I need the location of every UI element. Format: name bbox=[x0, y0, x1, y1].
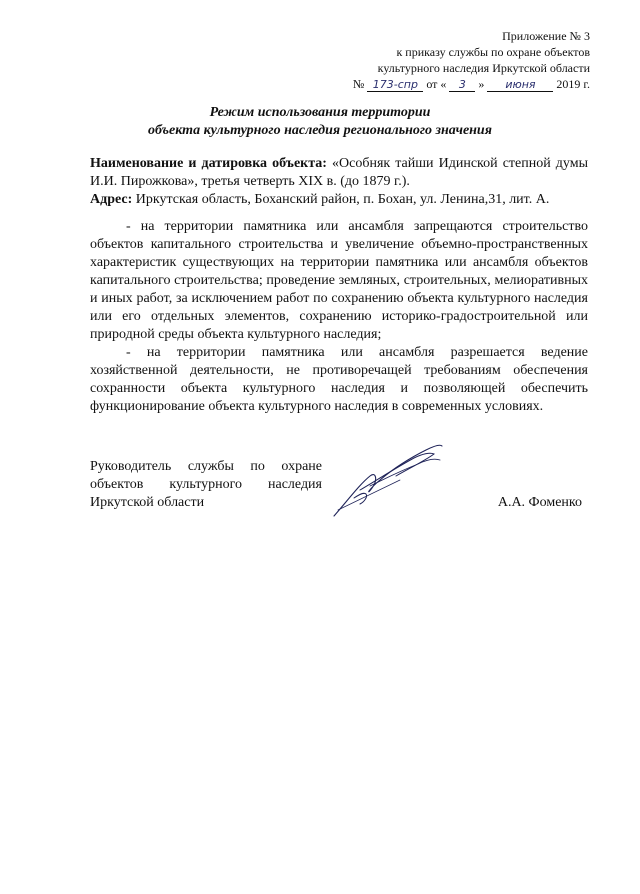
object-address-label: Адрес: bbox=[90, 192, 133, 207]
signatory-position bbox=[90, 458, 322, 512]
annex-order-reference: к приказу службы по охране объектов bbox=[396, 45, 590, 59]
document-title bbox=[0, 104, 640, 140]
rule-permitted: - на территории памятника или ансамбля разрешается ведение хозяйственной деятельности, не противоречащей требованиям обеспечения сохранности объекта культурного наследия и позволяющей обеспечить функционирование объекта культурного наследия в современных условиях. bbox=[90, 345, 588, 414]
position-line-3: Иркутской области bbox=[90, 495, 205, 510]
order-month-handwritten: июня bbox=[487, 78, 553, 92]
position-line-2: объектов культурного наследия bbox=[90, 477, 322, 492]
title-line-1: Режим использования территории bbox=[209, 105, 431, 120]
order-day-handwritten: 3 bbox=[449, 78, 475, 92]
order-number-handwritten: 173-спр bbox=[367, 78, 423, 92]
object-name-paragraph bbox=[90, 155, 588, 191]
annex-agency: культурного наследия Иркутской области bbox=[377, 61, 590, 75]
handwritten-signature bbox=[330, 440, 450, 520]
order-quote-close: » bbox=[478, 77, 485, 91]
object-name-value: «Особняк тайши Идинской степной думы И.И. Пирожкова», третья четверть XIX в. (до 1879 г.). bbox=[90, 156, 588, 189]
order-number-prefix: № bbox=[352, 77, 365, 91]
signatory-name: А.А. Фоменко bbox=[497, 495, 582, 510]
rule-prohibited: - на территории памятника или ансамбля запрещаются строительство объектов капитального строительства и увеличение объемно-пространственных характеристик существующих на территории памятника или ансамбля объектов капитального строительства; проведение земляных, строительных, мелиоративных и иных работ, за исключением работ по сохранению объекта культурного наследия или его отдельных элементов, сохранению историко-градостроительной или природной среды объекта культурного наследия; bbox=[90, 219, 588, 342]
object-address-value: Иркутская область, Боханский район, п. Бохан, ул. Ленина,31, лит. А. bbox=[132, 192, 550, 207]
annex-number: Приложение № 3 bbox=[502, 29, 590, 43]
title-line-2: объекта культурного наследия регионального значения bbox=[148, 123, 492, 138]
object-name-label: Наименование и датировка объекта: bbox=[90, 156, 327, 171]
order-number-line bbox=[290, 76, 590, 92]
object-address-paragraph bbox=[90, 191, 588, 209]
object-info bbox=[90, 155, 588, 209]
order-from-label: от « bbox=[426, 77, 447, 91]
order-year: 2019 г. bbox=[556, 77, 590, 91]
usage-rules bbox=[90, 218, 588, 416]
position-line-1: Руководитель службы по охране bbox=[90, 459, 322, 474]
annex-header bbox=[290, 28, 590, 92]
